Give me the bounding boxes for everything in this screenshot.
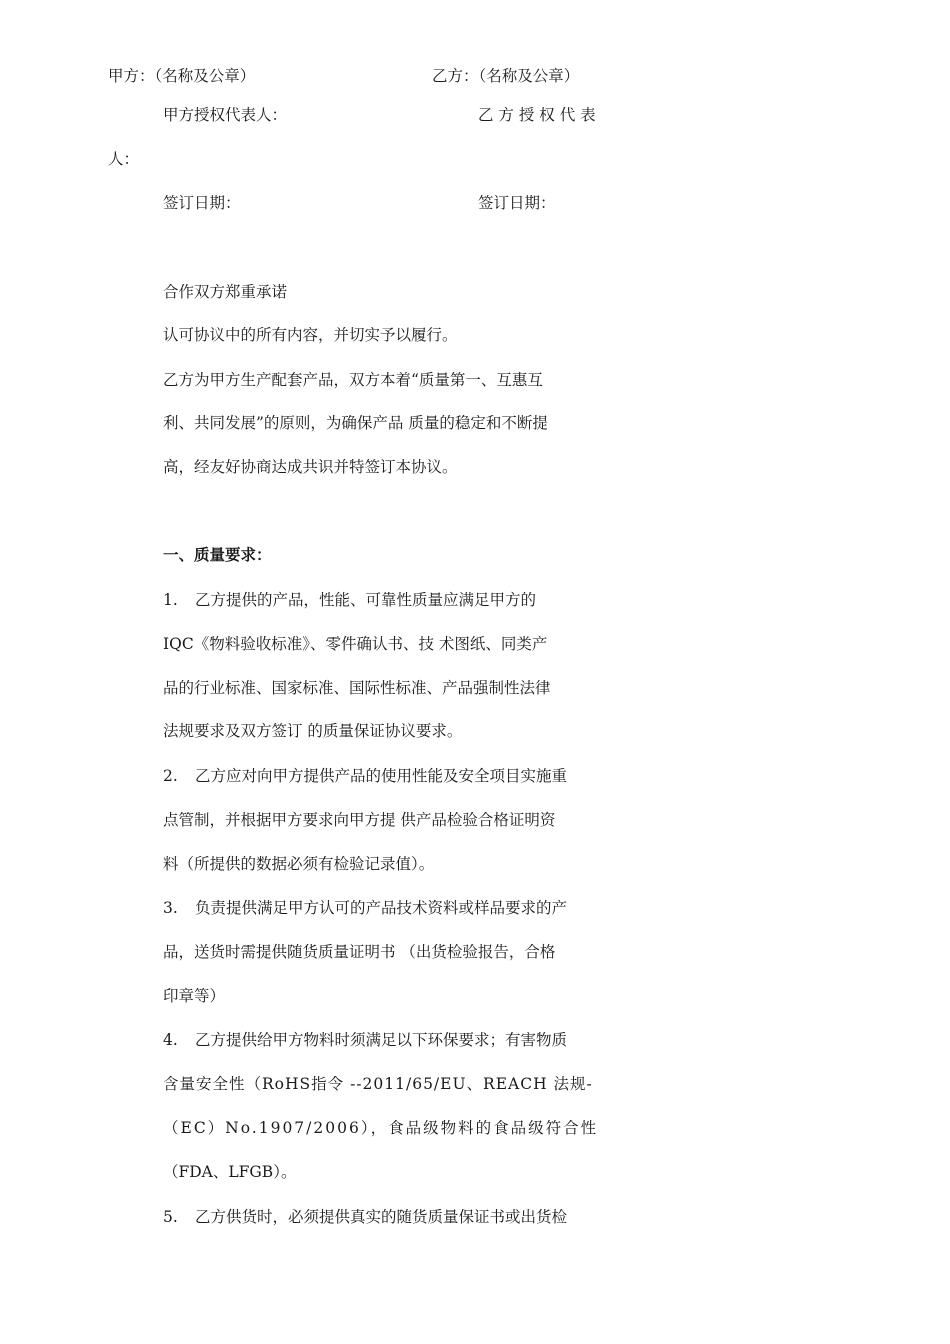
party-b-date-label: 签订日期： — [478, 194, 556, 212]
list-item-line: IQC《物料验收标准》、零件确认书、技 术图纸、同类产 — [163, 635, 548, 653]
section-heading-quality-requirements: 一、质量要求： — [163, 545, 272, 564]
list-item-line: 乙方提供的产品，性能、可靠性质量应满足甲方的 — [195, 591, 537, 609]
list-item-number: 5. — [163, 1208, 178, 1226]
preamble-paragraph-line: 利、共同发展”的原则，为确保产品 质量的稳定和不断提 — [163, 414, 548, 432]
preamble-line-1: 合作双方郑重承诺 — [163, 283, 288, 301]
party-b-representative-label-cont: 人： — [108, 150, 140, 168]
list-item-line: 负责提供满足甲方认可的产品技术资料或样品要求的产 — [195, 899, 568, 917]
preamble-line-2: 认可协议中的所有内容，并切实予以履行。 — [163, 326, 458, 344]
list-item-line: 点管制，并根据甲方要求向甲方提 供产品检验合格证明资 — [163, 811, 556, 829]
list-item-line: （EC）No.1907/2006），食品级物料的食品级符合性 — [163, 1119, 599, 1137]
party-a-label: 甲方：（名称及公章） — [108, 67, 256, 85]
party-b-label: 乙方：（名称及公章） — [432, 67, 580, 85]
party-a-date-label: 签订日期： — [163, 194, 241, 212]
list-item-number: 4. — [163, 1031, 178, 1049]
preamble-paragraph-line: 高，经友好协商达成共识并特签订本协议。 — [163, 458, 458, 476]
list-item-line: 品，送货时需提供随货质量证明书 （出货检验报告，合格 — [163, 943, 556, 961]
list-item-number: 1. — [163, 591, 178, 609]
list-item-line: （FDA、LFGB）。 — [163, 1163, 297, 1181]
list-item-number: 2. — [163, 767, 178, 785]
list-item-line: 印章等） — [163, 987, 226, 1005]
list-item-line: 法规要求及双方签订 的质量保证协议要求。 — [163, 722, 463, 740]
list-item-line: 品的行业标准、国家标准、国际性标准、产品强制性法律 — [163, 679, 551, 697]
party-a-representative-label: 甲方授权代表人： — [163, 106, 288, 124]
party-b-representative-label: 乙 方 授 权 代 表 — [478, 106, 596, 124]
list-item-line: 料（所提供的数据必须有检验记录值）。 — [163, 855, 435, 873]
list-item-line: 乙方供货时，必须提供真实的随货质量保证书或出货检 — [195, 1208, 568, 1226]
list-item-line: 含量安全性（RoHS指令 --2011/65/EU、REACH 法规- — [163, 1075, 593, 1093]
list-item-line: 乙方提供给甲方物料时须满足以下环保要求；有害物质 — [195, 1031, 568, 1049]
list-item-number: 3. — [163, 899, 178, 917]
preamble-paragraph-line: 乙方为甲方生产配套产品，双方本着“质量第一、互惠互 — [163, 371, 543, 389]
list-item-line: 乙方应对向甲方提供产品的使用性能及安全项目实施重 — [195, 767, 568, 785]
